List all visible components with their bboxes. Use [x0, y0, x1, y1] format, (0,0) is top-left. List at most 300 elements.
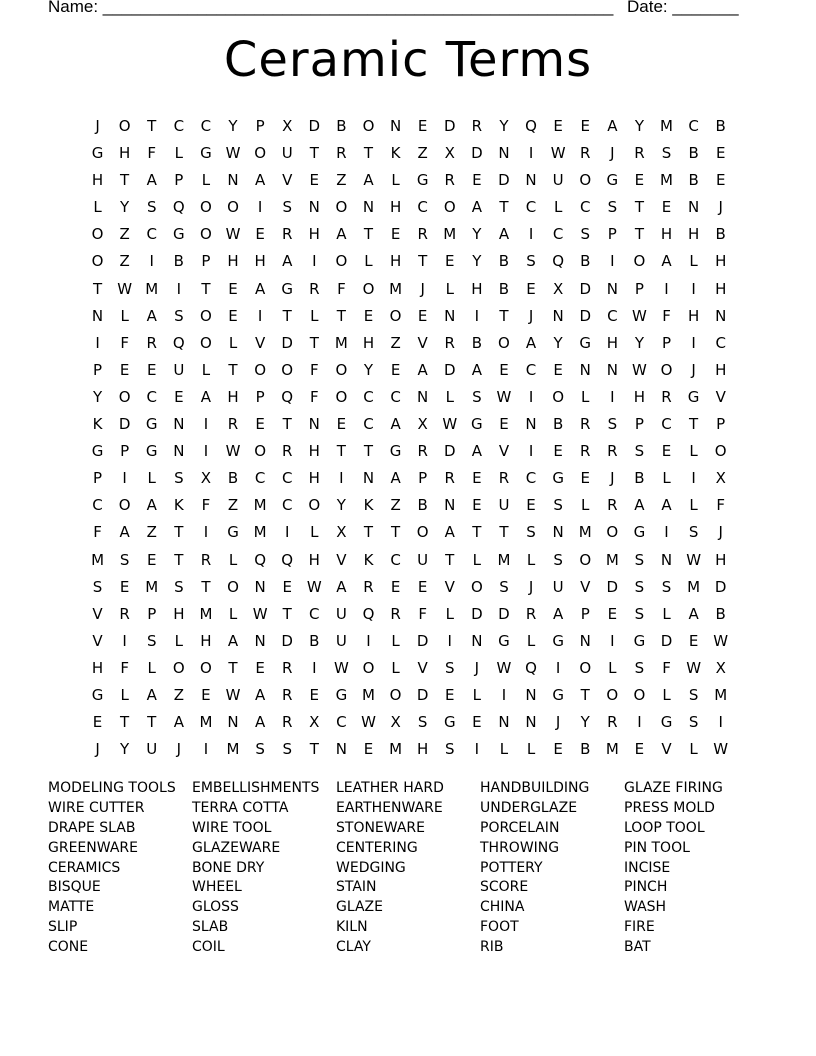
- grid-letter: Y: [120, 198, 130, 217]
- grid-letter: R: [525, 604, 537, 623]
- grid-letter: W: [333, 658, 349, 677]
- grid-letter: X: [309, 713, 320, 732]
- grid-letter: B: [634, 469, 645, 488]
- grid-letter: J: [555, 713, 561, 732]
- grid-letter: O: [118, 117, 131, 135]
- grid-letter: N: [308, 415, 320, 434]
- grid-letter: P: [120, 442, 130, 461]
- grid-letter: T: [499, 198, 509, 217]
- grid-letter: L: [174, 144, 183, 163]
- grid-letter: T: [363, 523, 374, 542]
- grid-letter: E: [146, 360, 157, 379]
- grid-letter: E: [309, 685, 320, 704]
- grid-letter: T: [228, 658, 238, 677]
- grid-letter: R: [309, 279, 320, 298]
- word-item: WASH: [624, 899, 667, 916]
- grid-letter: A: [471, 442, 482, 461]
- grid-letter: W: [225, 685, 241, 704]
- grid-letter: O: [200, 333, 212, 352]
- grid-letter: J: [718, 523, 723, 542]
- grid-letter: D: [660, 631, 673, 650]
- grid-row: [84, 601, 734, 628]
- grid-letter: D: [118, 415, 131, 434]
- grid-letter: D: [471, 144, 483, 163]
- grid-letter: U: [552, 577, 564, 596]
- grid-letter: F: [662, 658, 671, 677]
- grid-letter: Q: [362, 604, 375, 623]
- grid-letter: P: [255, 117, 265, 135]
- grid-letter: P: [607, 225, 617, 244]
- grid-letter: L: [201, 360, 211, 379]
- grid-row: [84, 248, 734, 275]
- grid-letter: T: [147, 117, 157, 135]
- grid-letter: E: [92, 713, 103, 732]
- grid-letter: T: [499, 306, 509, 325]
- grid-row: [84, 655, 734, 682]
- grid-letter: K: [173, 496, 184, 515]
- grid-letter: S: [174, 306, 184, 325]
- grid-letter: L: [147, 469, 156, 488]
- grid-letter: O: [335, 252, 348, 271]
- grid-letter: N: [498, 144, 510, 163]
- grid-letter: W: [117, 279, 133, 298]
- grid-letter: I: [339, 469, 344, 488]
- word-item: MODELING TOOLS: [48, 780, 176, 796]
- grid-letter: I: [447, 631, 452, 650]
- word-item: LEATHER HARD: [336, 780, 444, 796]
- grid-letter: H: [715, 279, 727, 298]
- grid-letter: A: [444, 523, 455, 542]
- grid-letter: M: [226, 740, 240, 759]
- word-bank: [48, 779, 768, 958]
- grid-letter: L: [689, 442, 698, 461]
- grid-letter: L: [147, 658, 156, 677]
- grid-letter: F: [662, 306, 671, 325]
- word-item: PIN TOOL: [624, 839, 690, 856]
- grid-letter: M: [199, 713, 213, 732]
- grid-letter: Y: [363, 360, 374, 379]
- grid-letter: O: [660, 360, 673, 379]
- grid-letter: N: [552, 523, 564, 542]
- grid-letter: H: [687, 225, 700, 244]
- grid-letter: O: [118, 387, 131, 406]
- word-item: EMBELLISHMENTS: [192, 780, 320, 796]
- grid-letter: I: [718, 713, 723, 732]
- grid-letter: Q: [281, 387, 294, 406]
- grid-letter: R: [281, 225, 293, 244]
- grid-letter: F: [120, 658, 129, 677]
- grid-letter: O: [498, 333, 510, 352]
- grid-row: [84, 438, 734, 465]
- grid-letter: X: [417, 415, 428, 434]
- grid-letter: W: [225, 144, 241, 163]
- grid-letter: R: [607, 442, 618, 461]
- grid-letter: E: [417, 117, 428, 135]
- grid-letter: E: [553, 740, 563, 759]
- grid-letter: S: [445, 740, 455, 759]
- grid-letter: R: [607, 713, 618, 732]
- word-item: THROWING: [480, 839, 560, 856]
- grid-letter: G: [687, 387, 700, 406]
- grid-letter: H: [200, 631, 212, 650]
- grid-letter: E: [499, 415, 509, 434]
- grid-letter: D: [443, 442, 456, 461]
- grid-letter: O: [335, 360, 348, 379]
- grid-letter: A: [390, 415, 401, 434]
- grid-letter: H: [417, 740, 429, 759]
- grid-letter: O: [633, 252, 646, 271]
- grid-letter: Y: [228, 117, 238, 135]
- grid-letter: O: [579, 658, 592, 677]
- grid-letter: N: [579, 631, 591, 650]
- grid-letter: F: [201, 496, 211, 515]
- word-item: STONEWARE: [336, 819, 426, 836]
- grid-letter: O: [362, 658, 375, 677]
- grid-letter: E: [201, 685, 211, 704]
- grid-letter: X: [444, 144, 455, 163]
- grid-letter: R: [444, 333, 455, 352]
- grid-letter: S: [607, 415, 618, 434]
- word-item: GLAZEWARE: [192, 839, 281, 856]
- grid-letter: T: [201, 577, 211, 596]
- grid-letter: E: [553, 117, 563, 135]
- grid-letter: M: [334, 333, 348, 352]
- grid-letter: O: [335, 387, 348, 406]
- grid-letter: H: [308, 442, 320, 461]
- grid-letter: N: [308, 198, 320, 217]
- word-item: HANDBUILDING: [480, 780, 590, 796]
- grid-letter: S: [688, 523, 699, 542]
- grid-letter: A: [471, 198, 482, 217]
- grid-letter: I: [664, 523, 669, 542]
- word-item: GLOSS: [192, 899, 239, 916]
- page-title: Ceramic Terms: [223, 32, 593, 88]
- grid-letter: N: [254, 577, 266, 596]
- grid-letter: E: [390, 225, 401, 244]
- word-item: WIRE CUTTER: [48, 799, 145, 816]
- grid-letter: F: [418, 604, 427, 623]
- grid-row: [84, 574, 734, 601]
- grid-letter: T: [174, 550, 184, 569]
- grid-letter: O: [91, 225, 104, 244]
- grid-letter: I: [610, 631, 615, 650]
- grid-letter: S: [255, 740, 265, 759]
- word-item: CERAMICS: [48, 859, 121, 876]
- grid-letter: I: [610, 252, 615, 271]
- grid-letter: Q: [254, 550, 267, 569]
- grid-row: [84, 140, 734, 167]
- grid-letter: H: [715, 360, 727, 379]
- grid-letter: L: [662, 469, 671, 488]
- grid-row: [84, 303, 734, 330]
- grid-row: [84, 628, 734, 655]
- grid-letter: L: [174, 631, 183, 650]
- grid-letter: A: [146, 306, 157, 325]
- grid-letter: S: [580, 225, 590, 244]
- grid-letter: W: [713, 740, 729, 759]
- grid-letter: I: [528, 442, 534, 461]
- grid-row: [84, 736, 734, 763]
- grid-letter: B: [715, 117, 726, 135]
- grid-letter: L: [364, 252, 373, 271]
- grid-letter: G: [552, 631, 564, 650]
- grid-letter: V: [282, 171, 293, 190]
- grid-letter: W: [442, 415, 458, 434]
- grid-letter: M: [443, 225, 457, 244]
- grid-letter: V: [715, 387, 726, 406]
- grid-letter: E: [119, 360, 130, 379]
- grid-row: [84, 465, 734, 492]
- grid-letter: T: [201, 279, 211, 298]
- grid-letter: H: [173, 604, 185, 623]
- grid-letter: O: [172, 658, 185, 677]
- grid-letter: A: [336, 225, 347, 244]
- grid-letter: K: [363, 496, 374, 515]
- grid-letter: T: [282, 604, 292, 623]
- grid-letter: N: [552, 306, 564, 325]
- grid-letter: Z: [119, 252, 130, 271]
- word-item: BONE DRY: [192, 859, 265, 876]
- grid-letter: A: [363, 171, 374, 190]
- grid-letter: N: [525, 685, 537, 704]
- grid-letter: O: [254, 144, 267, 163]
- grid-letter: E: [580, 469, 590, 488]
- grid-letter: H: [660, 225, 673, 244]
- grid-letter: S: [92, 577, 103, 596]
- grid-letter: L: [499, 740, 509, 759]
- grid-row: [84, 330, 734, 357]
- grid-letter: N: [579, 360, 591, 379]
- grid-letter: P: [580, 604, 590, 623]
- grid-letter: I: [528, 387, 534, 406]
- grid-row: [84, 682, 734, 709]
- grid-row: [84, 492, 734, 519]
- grid-letter: M: [687, 577, 701, 596]
- grid-letter: T: [336, 306, 346, 325]
- word-item: WEDGING: [336, 859, 406, 876]
- grid-letter: R: [281, 685, 293, 704]
- grid-letter: M: [389, 279, 403, 298]
- grid-letter: W: [632, 306, 647, 325]
- grid-letter: I: [664, 279, 669, 298]
- grid-letter: I: [203, 523, 209, 542]
- grid-letter: X: [200, 469, 212, 488]
- grid-letter: B: [336, 117, 347, 135]
- grid-letter: M: [605, 550, 619, 569]
- grid-letter: C: [525, 360, 537, 379]
- grid-letter: P: [661, 333, 672, 352]
- word-item: KILN: [336, 919, 368, 936]
- grid-letter: J: [420, 279, 425, 298]
- grid-letter: I: [474, 306, 480, 325]
- grid-letter: I: [203, 442, 209, 461]
- grid-letter: L: [310, 306, 319, 325]
- grid-letter: C: [281, 496, 293, 515]
- grid-letter: L: [391, 658, 400, 677]
- grid-letter: U: [335, 604, 347, 623]
- grid-letter: G: [173, 225, 185, 244]
- grid-letter: D: [471, 604, 483, 623]
- grid-letter: O: [443, 198, 456, 217]
- grid-letter: L: [608, 658, 617, 677]
- grid-letter: S: [688, 713, 699, 732]
- grid-letter: O: [552, 387, 565, 406]
- grid-letter: T: [363, 442, 374, 461]
- grid-letter: O: [362, 279, 375, 298]
- grid-letter: O: [470, 577, 483, 596]
- grid-letter: R: [471, 117, 483, 135]
- word-item: CLAY: [336, 939, 371, 956]
- grid-letter: N: [417, 387, 429, 406]
- word-item: STAIN: [336, 879, 377, 896]
- grid-letter: L: [526, 550, 536, 569]
- grid-letter: M: [253, 523, 267, 542]
- grid-letter: I: [528, 144, 534, 163]
- word-item: CONE: [48, 939, 89, 956]
- grid-letter: S: [282, 740, 292, 759]
- grid-letter: D: [416, 631, 429, 650]
- grid-letter: O: [227, 577, 239, 596]
- grid-letter: U: [335, 631, 347, 650]
- grid-letter: L: [581, 496, 590, 515]
- grid-letter: C: [281, 469, 293, 488]
- grid-letter: O: [633, 685, 646, 704]
- grid-letter: E: [661, 198, 672, 217]
- grid-letter: N: [362, 198, 375, 217]
- grid-letter: X: [336, 523, 347, 542]
- grid-letter: Q: [525, 117, 537, 135]
- grid-letter: A: [173, 713, 184, 732]
- grid-letter: X: [553, 279, 564, 298]
- grid-letter: Y: [472, 252, 482, 271]
- grid-letter: G: [145, 415, 158, 434]
- grid-letter: D: [579, 279, 592, 298]
- grid-letter: M: [660, 117, 673, 135]
- grid-letter: T: [634, 198, 644, 217]
- grid-letter: I: [284, 523, 290, 542]
- grid-letter: W: [686, 658, 702, 677]
- grid-letter: O: [281, 360, 294, 379]
- grid-letter: N: [498, 713, 510, 732]
- grid-letter: O: [416, 523, 429, 542]
- grid-letter: O: [579, 550, 592, 569]
- grid-letter: R: [580, 415, 591, 434]
- grid-letter: W: [225, 225, 241, 244]
- grid-letter: M: [578, 523, 592, 542]
- grid-letter: A: [254, 279, 266, 298]
- word-item: GREENWARE: [48, 839, 138, 856]
- grid-letter: E: [634, 740, 645, 759]
- grid-letter: H: [227, 252, 239, 271]
- grid-letter: E: [472, 496, 482, 515]
- grid-letter: N: [525, 415, 537, 434]
- grid-letter: L: [228, 333, 238, 352]
- grid-letter: E: [390, 360, 401, 379]
- grid-letter: I: [555, 658, 561, 677]
- grid-letter: E: [417, 306, 428, 325]
- grid-letter: S: [553, 550, 563, 569]
- grid-letter: C: [688, 117, 699, 135]
- grid-letter: E: [309, 171, 320, 190]
- grid-letter: M: [145, 577, 159, 596]
- grid-letter: E: [499, 360, 509, 379]
- grid-letter: G: [91, 685, 104, 704]
- grid-letter: I: [149, 252, 154, 271]
- word-item: GLAZE: [336, 899, 383, 916]
- word-item: INCISE: [624, 859, 671, 876]
- grid-letter: C: [390, 387, 401, 406]
- grid-letter: E: [255, 415, 265, 434]
- grid-letter: N: [389, 117, 402, 135]
- grid-letter: R: [607, 496, 618, 515]
- grid-letter: L: [689, 740, 698, 759]
- grid-letter: A: [146, 496, 157, 515]
- grid-letter: L: [581, 387, 590, 406]
- grid-letter: E: [336, 415, 347, 434]
- grid-letter: N: [173, 415, 185, 434]
- grid-letter: Y: [580, 713, 590, 732]
- grid-letter: K: [92, 415, 103, 434]
- grid-letter: E: [445, 685, 455, 704]
- grid-letter: O: [335, 198, 348, 217]
- grid-letter: W: [252, 604, 268, 623]
- grid-letter: B: [580, 252, 591, 271]
- grid-letter: L: [472, 685, 482, 704]
- grid-letter: C: [146, 225, 157, 244]
- grid-letter: E: [553, 442, 563, 461]
- grid-letter: O: [200, 225, 212, 244]
- grid-letter: O: [200, 198, 212, 217]
- grid-letter: E: [119, 577, 130, 596]
- grid-letter: S: [174, 469, 184, 488]
- date-line: Date: _______: [627, 0, 739, 16]
- grid-letter: M: [605, 740, 619, 759]
- grid-letter: L: [228, 550, 238, 569]
- grid-letter: F: [716, 496, 726, 515]
- grid-letter: I: [691, 279, 696, 298]
- grid-row: [84, 519, 734, 546]
- grid-letter: U: [281, 144, 293, 163]
- grid-letter: Z: [390, 333, 401, 352]
- grid-letter: P: [174, 171, 184, 190]
- grid-letter: P: [255, 387, 265, 406]
- grid-letter: S: [499, 577, 509, 596]
- grid-letter: A: [254, 713, 266, 732]
- grid-letter: H: [633, 387, 646, 406]
- grid-letter: S: [634, 604, 645, 623]
- grid-letter: T: [499, 523, 509, 542]
- grid-letter: D: [443, 117, 456, 135]
- grid-letter: C: [661, 415, 672, 434]
- grid-letter: N: [687, 198, 700, 217]
- grid-letter: A: [661, 252, 672, 271]
- grid-row: [84, 547, 734, 574]
- grid-letter: F: [309, 360, 319, 379]
- grid-letter: L: [662, 604, 671, 623]
- grid-letter: J: [718, 198, 723, 217]
- grid-letter: L: [472, 550, 482, 569]
- grid-letter: X: [390, 713, 401, 732]
- grid-letter: D: [281, 333, 293, 352]
- grid-letter: M: [497, 550, 511, 569]
- grid-letter: A: [146, 685, 157, 704]
- grid-letter: B: [309, 631, 320, 650]
- grid-letter: R: [281, 713, 293, 732]
- grid-letter: N: [254, 631, 266, 650]
- grid-letter: C: [390, 550, 401, 569]
- grid-letter: Y: [634, 117, 644, 135]
- word-item: TERRA COTTA: [192, 799, 289, 816]
